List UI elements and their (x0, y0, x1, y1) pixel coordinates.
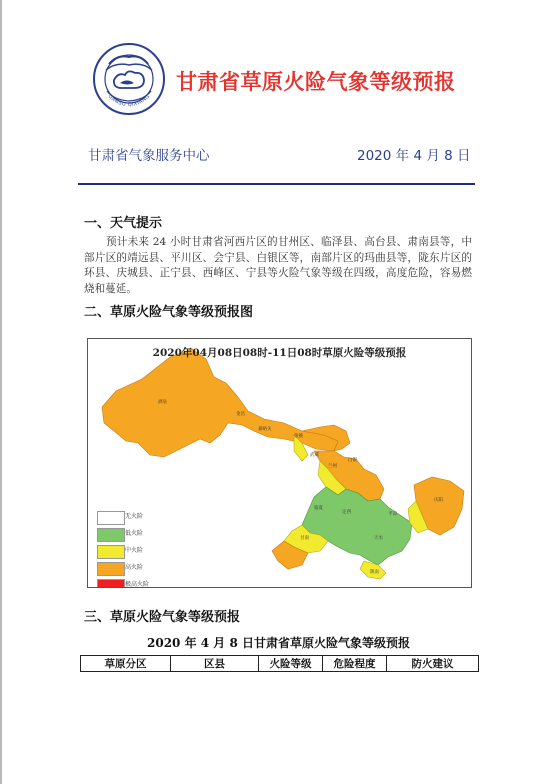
column-header-county: 区县 (171, 656, 259, 672)
map-label: 兰州 (328, 464, 337, 469)
map-label: 临夏 (314, 506, 323, 511)
legend-swatch (97, 528, 125, 542)
map-label: 嘉峪关 (258, 427, 272, 432)
header-divider (78, 183, 475, 185)
column-header-danger-degree: 危险程度 (323, 656, 387, 672)
map-label: 白银 (348, 458, 357, 463)
section-heading-map: 二、草原火险气象等级预报图 (84, 305, 254, 320)
legend-swatch (97, 545, 125, 559)
table-caption: 2020 年 4 月 8 日甘肃省草原火险气象等级预报 (147, 636, 410, 650)
column-header-region: 草原分区 (81, 656, 171, 672)
logo-text: GANSU QIXIANG (106, 93, 152, 109)
page-edge (0, 0, 2, 784)
meteorological-logo (92, 42, 166, 116)
region-hexi-west (102, 349, 338, 457)
map-label: 甘南 (300, 536, 309, 541)
column-header-advice: 防火建议 (387, 656, 479, 672)
legend-label: 极高火险 (125, 581, 150, 588)
map-label: 陇南 (370, 570, 379, 575)
map-label: 金昌 (236, 412, 245, 417)
legend-label: 高火险 (125, 564, 144, 571)
section-heading-weather: 一、天气提示 (84, 216, 163, 231)
section-heading-table: 三、草原火险气象等级预报 (84, 610, 241, 625)
table-header-row (81, 656, 479, 672)
map-label: 平凉 (388, 512, 397, 517)
legend-label: 无火险 (125, 513, 144, 520)
map-label: 张掖 (294, 434, 303, 439)
legend-swatch (97, 511, 125, 525)
document-title: 甘肃省草原火险气象等级预报 (176, 70, 456, 94)
map-label: 武威 (310, 453, 319, 458)
map-label: 酒泉 (158, 400, 167, 405)
region-south-low (302, 487, 412, 565)
gansu-map (88, 339, 471, 587)
legend-label: 低火险 (125, 530, 144, 537)
map-label: 庆阳 (434, 498, 443, 503)
legend-label: 中火险 (125, 547, 144, 554)
map-label: 天水 (374, 536, 383, 541)
map-label: 定西 (342, 510, 351, 515)
issuer: 甘肃省气象服务中心 (88, 148, 210, 164)
issue-date: 2020 年 4 月 8 日 (357, 148, 471, 164)
legend-swatch (97, 562, 125, 576)
forecast-table (80, 655, 479, 672)
column-header-fire-level: 火险等级 (259, 656, 323, 672)
map-title: 2020年04月08日08时-11日08时草原火险等级预报 (152, 347, 407, 359)
legend-swatch (97, 579, 125, 588)
fire-risk-map (87, 338, 472, 588)
weather-paragraph: 预计未来 24 小时甘肃省河西片区的甘州区、临泽县、高台县、肃南县等，中部片区的靖远县、平川区、会宁县、白银区等，南部片区的玛曲县等，陇东片区的环县、庆城县、正宁县、西峰区、宁县等火险气象等级在四级，高度危险，容易燃烧和蔓延。 (84, 236, 472, 295)
